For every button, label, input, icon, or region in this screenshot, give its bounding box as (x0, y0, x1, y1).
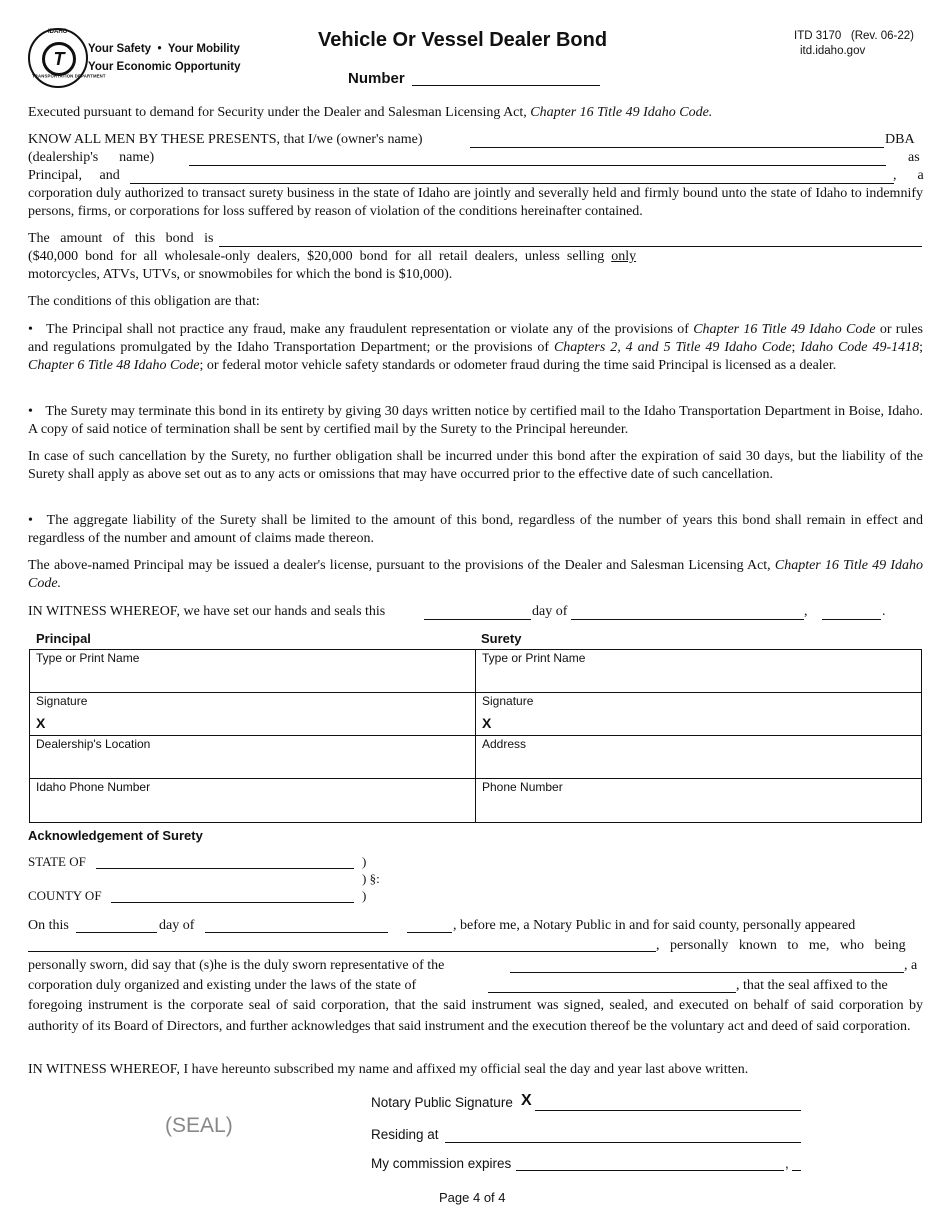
county-of-label: COUNTY OF (28, 888, 102, 903)
license-paragraph (28, 557, 923, 593)
surety-phone-cell[interactable] (476, 779, 921, 822)
bullet: • (28, 322, 33, 337)
amount-note-b: motorcycles, ATVs, UTVs, or snowmobiles for which the bond is $10,000). (28, 267, 453, 282)
cell-label: Type or Print Name (482, 651, 586, 665)
form-number: ITD 3170 (Rev. 06-22) (794, 30, 914, 42)
notary-signature-field[interactable] (535, 1110, 801, 1111)
signature-table (29, 649, 922, 823)
witness-comma: , (804, 604, 808, 619)
appeared-name-field[interactable] (28, 951, 656, 952)
executed-text: Executed pursuant to demand for Security under the Dealer and Salesman Licensing Act, (28, 105, 527, 120)
witness-period: . (882, 604, 886, 619)
commission-comma: , (785, 1156, 789, 1171)
ack-day-field[interactable] (76, 932, 157, 933)
state-of-label: STATE OF (28, 854, 86, 869)
cell-label: Phone Number (482, 780, 563, 794)
cell-label: Signature (36, 694, 88, 708)
bond-amount-field[interactable] (219, 246, 922, 247)
county-field[interactable] (111, 902, 354, 903)
signature-x-mark: X (482, 715, 492, 731)
notary-tail: , before me, a Notary Public in and for said county, personally appeared (453, 918, 856, 933)
bond-number-field[interactable] (412, 85, 600, 86)
page-title: Vehicle Or Vessel Dealer Bond (318, 29, 608, 51)
residing-field[interactable] (445, 1142, 801, 1143)
corp-state-field[interactable] (488, 992, 736, 993)
surety-name-cell[interactable] (476, 650, 921, 693)
surety-heading: Surety (481, 631, 522, 646)
cell-label: Type or Print Name (36, 651, 140, 665)
paren-close: ) (362, 888, 367, 903)
corp-tail: , that the seal affixed to the (736, 978, 888, 993)
a-label: , a (893, 168, 924, 183)
principal-name-cell[interactable] (30, 650, 476, 693)
tagline-bullet: • (157, 43, 162, 55)
bullet1-cite3: Idaho Code 49-1418 (800, 340, 920, 355)
bullet1-a: The Principal shall not practice any fraud, make any fraudulent representation or violate any of the provisions of (46, 322, 689, 337)
amount-note-a: ($40,000 bond for all wholesale-only dealers, $20,000 bond for all retail dealers, unless selling (28, 249, 605, 264)
amount-note-only: only (611, 249, 637, 264)
tagline-economic: Your Economic Opportunity (88, 61, 241, 73)
logo-top-text: IDAHO (48, 29, 68, 35)
logo-bottom-text: TRANSPORTATION DEPARTMENT (32, 74, 106, 80)
amount-note (28, 248, 923, 266)
know-label: KNOW ALL MEN BY THESE PRESENTS, that I/we (owner's name) (28, 132, 423, 147)
principal-signature-cell[interactable] (30, 693, 476, 736)
witness-label: IN WITNESS WHEREOF, we have set our hands and seals this (28, 604, 386, 619)
bullet1-c: ; or federal motor vehicle safety standards or odometer fraud during the time said Principal is licensed as a dealer. (199, 358, 837, 373)
license-text: The above-named Principal may be issued a dealer's license, pursuant to the provisions of the Dealer and Salesman Licensing Act, (28, 558, 771, 573)
sworn-tail: , a (904, 958, 918, 973)
itd-logo (28, 28, 106, 88)
notary-x-mark: X (521, 1092, 532, 1109)
ack-year-field[interactable] (407, 932, 452, 933)
principal-and-label: Principal, and (28, 168, 120, 183)
ack-dayof-label: day of (159, 918, 195, 933)
conditions-intro: The conditions of this obligation are that: (28, 294, 260, 309)
owner-name-field[interactable] (470, 147, 884, 148)
witness2-text: IN WITNESS WHEREOF, I have hereunto subscribed my name and affixed my official seal the day and year last above written. (28, 1062, 749, 1077)
cancellation-text: In case of such cancellation by the Surety, no further obligation shall be incurred under this bond after the expiration of said 30 days, but the liability of the Surety shall apply as above set out as to any acts or omissions that may have occurred prior to the effective date of such cancellation. (28, 449, 923, 482)
commission-date-field[interactable] (516, 1170, 784, 1171)
cell-label: Signature (482, 694, 534, 708)
surety-signature-cell[interactable] (476, 693, 921, 736)
witness-month-field[interactable] (571, 619, 804, 620)
bullet: • (28, 404, 33, 419)
dealership-location-cell[interactable] (30, 736, 476, 779)
signature-x-mark: X (36, 715, 46, 731)
commission-year-field[interactable] (792, 1170, 801, 1171)
bullet3-text: The aggregate liability of the Surety shall be limited to the amount of this bond, regardless of the number of years this bond shall remain in effect and regardless of the number and amount of claims made thereon. (28, 513, 923, 546)
ack-heading: Acknowledgement of Surety (28, 828, 203, 843)
license-citation: Chapter 16 Title 49 Idaho Code. (28, 558, 923, 591)
tagline (88, 40, 240, 76)
dba-label: DBA (885, 132, 915, 147)
on-this-label: On this (28, 918, 69, 933)
foregoing-text: foregoing instrument is the corporate seal of said corporation, that the said instrument was signed, sealed, and executed on behalf of said corporation by authority of its Board of Directors, and further acknowledges that said instrument and the execution thereof be the voluntary act and deed of said corporation. (28, 998, 923, 1034)
bullet1-cite2: Chapters 2, 4 and 5 Title 49 Idaho Code (553, 340, 792, 355)
known-tail: , personally known to me, who being (656, 938, 906, 953)
cell-label: Dealership's Location (36, 737, 151, 751)
seal-placeholder: (SEAL) (165, 1114, 233, 1137)
dealership-label: (dealership's name) (28, 150, 155, 165)
ack-month-field[interactable] (205, 932, 388, 933)
logo-mark: T (42, 42, 76, 76)
bullet: • (28, 513, 33, 528)
paren-close: ) (362, 854, 367, 869)
condition-termination (28, 403, 923, 439)
condition-liability (28, 512, 923, 548)
residing-label: Residing at (371, 1127, 439, 1142)
condition-fraud (28, 321, 923, 375)
dealership-name-field[interactable] (189, 165, 886, 166)
surety-name-field[interactable] (130, 183, 894, 184)
number-label: Number (348, 70, 405, 87)
tagline-safety: Your Safety (88, 43, 152, 55)
bullet1-sep2: ; (919, 340, 923, 355)
form-id (794, 29, 914, 59)
surety-address-cell[interactable] (476, 736, 921, 779)
bullet1-cite4: Chapter 6 Title 48 Idaho Code (28, 358, 200, 373)
page-number: Page 4 of 4 (439, 1190, 506, 1205)
corp-label: corporation duly organized and existing under the laws of the state of (28, 978, 417, 993)
bullet1-b: or rules and regulations promulgated by the Idaho Transportation Department; or the provisions of (28, 322, 924, 355)
representative-of-field[interactable] (510, 972, 904, 973)
tagline-mobility: Your Mobility (167, 43, 240, 55)
notary-signature-label: Notary Public Signature (371, 1095, 513, 1110)
principal-heading: Principal (36, 631, 91, 646)
website: itd.idaho.gov (800, 45, 866, 57)
bullet1-cite1: Chapter 16 Title 49 Idaho Code (693, 322, 876, 337)
sworn-label: personally sworn, did say that (s)he is the duly sworn representative of the (28, 958, 445, 973)
bullet2-text: The Surety may terminate this bond in its entirety by giving 30 days written notice by certified mail to the Idaho Transportation Department in Boise, Idaho. A copy of said notice of termination shall be sent by certified mail by the Surety to the Principal hereunder. (28, 404, 924, 437)
cell-label: Idaho Phone Number (36, 780, 151, 794)
witness-year-field[interactable] (822, 619, 881, 620)
cell-label: Address (482, 737, 527, 751)
witness-dayof: day of (532, 604, 568, 619)
state-field[interactable] (96, 868, 354, 869)
executed-paragraph (28, 104, 923, 122)
executed-citation: Chapter 16 Title 49 Idaho Code. (530, 105, 713, 120)
amount-label: The amount of this bond is (28, 231, 214, 246)
bullet1-sep1: ; (791, 340, 796, 355)
witness-day-field[interactable] (424, 619, 531, 620)
as-label: as (908, 150, 920, 165)
corporation-text: corporation duly authorized to transact surety business in the state of Idaho are jointly and severally held and firmly bound unto the state of Idaho to indemnify persons, firms, or corporations for loss suffered by reason of violation of the conditions hereinafter contained. (28, 186, 923, 219)
commission-label: My commission expires (371, 1156, 512, 1171)
section-mark: ) §: (362, 871, 380, 886)
idaho-phone-cell[interactable] (30, 779, 476, 822)
